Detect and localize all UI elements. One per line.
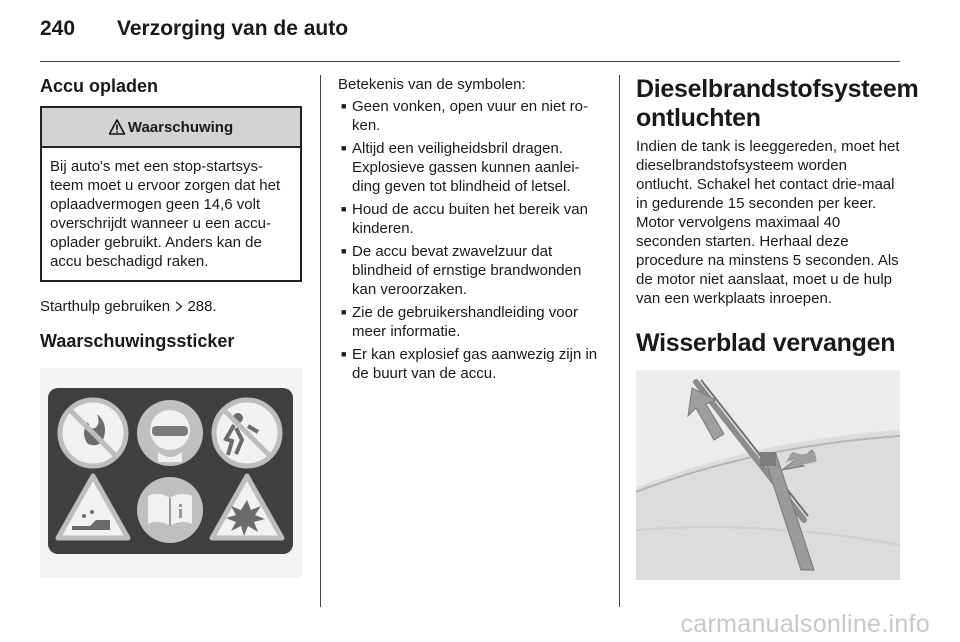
column-divider-2	[619, 75, 620, 607]
list-item	[338, 139, 606, 196]
reference-page[interactable]: 288.	[187, 298, 217, 315]
reference-line	[40, 297, 302, 316]
no-fire-icon	[60, 400, 126, 466]
read-manual-icon	[137, 477, 203, 543]
watermark: carmanualsonline.info	[680, 610, 930, 638]
warning-box	[40, 106, 302, 282]
bullet-icon: ■	[341, 246, 347, 256]
sticker-panel	[48, 388, 293, 554]
bullet-text: Zie de gebruikershandleiding voor meer informatie.	[352, 304, 578, 340]
diesel-section-heading: Dieselbrandstofsysteem ontluchten	[636, 75, 919, 132]
eye-protection-icon	[137, 400, 203, 466]
page-reference-icon	[174, 301, 183, 312]
right-column	[636, 75, 919, 580]
list-item	[338, 97, 606, 135]
bullet-text: Altijd een veiligheidsbril dragen. Explosieve gassen kunnen aanlei-ding geven tot blindheid of letsel.	[352, 140, 580, 195]
wiper-blade-illustration	[636, 370, 900, 580]
warning-sticker-image	[40, 368, 302, 578]
sticker-symbols	[48, 388, 293, 554]
bullet-icon: ■	[341, 307, 347, 317]
bullet-icon: ■	[341, 349, 347, 359]
bullet-icon: ■	[341, 143, 347, 153]
warning-title: Waarschuwing	[127, 118, 234, 136]
diesel-paragraph: Indien de tank is leeggereden, moet het dieselbrandstofsysteem worden ontlucht. Schakel het contact drie-maal in gedurende 15 seconden per keer. Motor vervolgens maximaal 40 seconden starten. Herhaal deze procedure na minstens 5 seconden. Als de motor niet aanslaat, moet u de hulp van een werkplaats inroepen.	[636, 138, 900, 307]
header-rule	[40, 61, 900, 62]
list-item	[338, 242, 606, 299]
middle-column	[338, 75, 606, 387]
explosion-warning-icon	[212, 476, 282, 538]
bullet-text: De accu bevat zwavelzuur dat blindheid of ernstige brandwonden kan veroorzaken.	[352, 243, 582, 298]
warning-header	[42, 108, 300, 148]
list-item	[338, 200, 606, 238]
no-children-icon	[214, 400, 280, 466]
warning-text: Bij auto's met een stop-startsys-teem moet u ervoor zorgen dat het oplaadvermogen geen 14,6 volt overschrijdt wanneer u een accu-oplader gebruikt. Anders kan de accu beschadigd raken.	[50, 158, 281, 270]
symbols-intro: Betekenis van de symbolen:	[338, 76, 526, 93]
bullet-text: Er kan explosief gas aanwezig zijn in de buurt van de accu.	[352, 346, 598, 382]
list-item	[338, 303, 606, 341]
wiper-drawing	[636, 370, 900, 580]
page-header-title: Verzorging van de auto	[117, 17, 349, 40]
section-heading-accu: Accu opladen	[40, 76, 159, 96]
acid-warning-icon	[58, 476, 128, 538]
wiper-section-heading: Wisserblad vervangen	[636, 329, 896, 357]
bullet-icon: ■	[341, 204, 347, 214]
bullet-text: Geen vonken, open vuur en niet ro-ken.	[352, 98, 588, 134]
list-item	[338, 345, 606, 383]
left-column	[40, 75, 302, 578]
warning-triangle-icon	[109, 119, 125, 135]
bullet-text: Houd de accu buiten het bereik van kinderen.	[352, 201, 588, 237]
sticker-heading: Waarschuwingssticker	[40, 331, 235, 351]
reference-text: Starthulp gebruiken	[40, 298, 171, 315]
column-divider-1	[320, 75, 321, 607]
bullet-icon: ■	[341, 101, 347, 111]
page-number: 240	[40, 17, 76, 40]
